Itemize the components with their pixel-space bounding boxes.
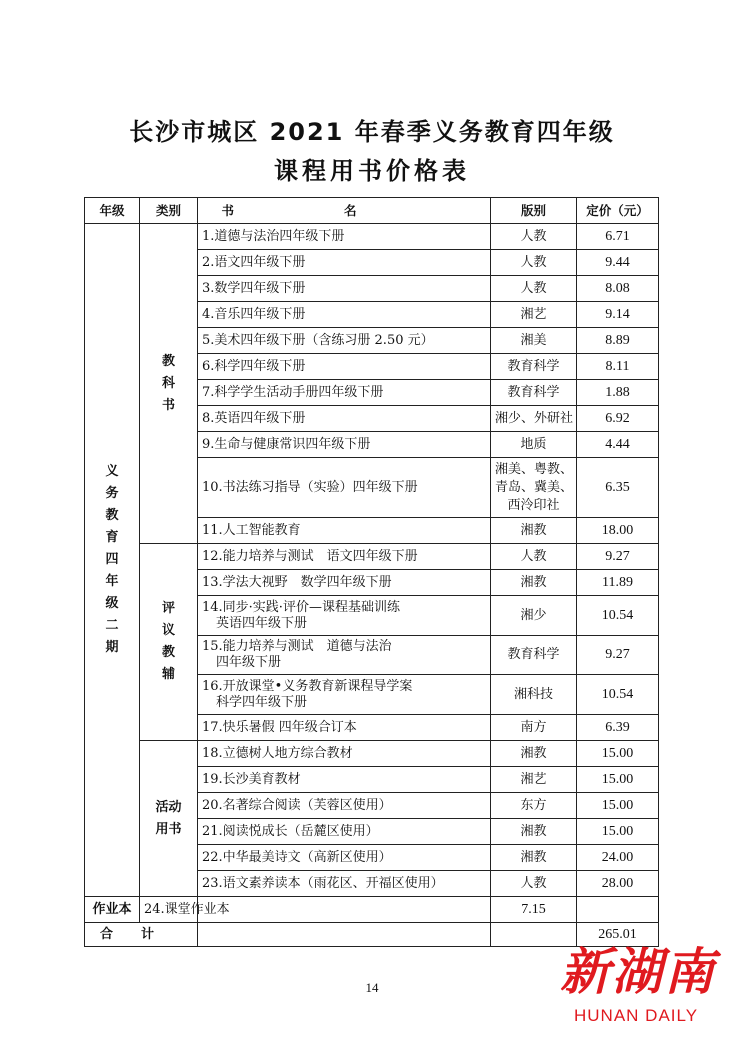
book-name-line: 14.同步·实践·评价—课程基础训练 [202, 599, 400, 615]
category-review: 评议教辅 [140, 544, 198, 741]
total-value: 265.01 [577, 923, 659, 947]
price-table [84, 197, 659, 947]
book-price: 9.14 [577, 302, 659, 328]
book-name: 12.能力培养与测试 语文四年级下册 [198, 544, 491, 570]
book-name: 5.美术四年级下册（含练习册 2.50 元） [198, 328, 491, 354]
book-price: 1.88 [577, 380, 659, 406]
book-price: 9.44 [577, 250, 659, 276]
book-price: 10.54 [577, 596, 659, 636]
total-label: 合计 [85, 923, 198, 947]
category-activity: 活动用书 [140, 741, 198, 897]
book-name: 19.长沙美育教材 [198, 767, 491, 793]
book-name: 22.中华最美诗文（高新区使用） [198, 845, 491, 871]
book-name [198, 596, 491, 636]
book-name-line: 科学四年级下册 [216, 694, 308, 710]
book-edition [491, 458, 577, 518]
book-price: 11.89 [577, 570, 659, 596]
book-name: 4.音乐四年级下册 [198, 302, 491, 328]
book-price: 8.89 [577, 328, 659, 354]
book-name: 18.立德树人地方综合教材 [198, 741, 491, 767]
header-grade: 年级 [85, 198, 140, 224]
book-price: 4.44 [577, 432, 659, 458]
book-name [198, 636, 491, 675]
book-edition: 湘教 [491, 741, 577, 767]
book-price: 6.92 [577, 406, 659, 432]
document-title-line1: 长沙市城区 2021 年春季义务教育四年级 [129, 118, 615, 146]
book-price: 10.54 [577, 675, 659, 715]
book-price: 28.00 [577, 871, 659, 897]
book-name-line: 15.能力培养与测试 道德与法治 [202, 639, 392, 654]
book-name: 7.科学学生活动手册四年级下册 [198, 380, 491, 406]
book-edition: 东方 [491, 793, 577, 819]
category-textbook: 教科书 [140, 224, 198, 544]
header-category: 类别 [140, 198, 198, 224]
book-edition: 教育科学 [491, 354, 577, 380]
watermark-logo [560, 944, 732, 1044]
header-edition: 版别 [491, 198, 577, 224]
book-name: 6.科学四年级下册 [198, 354, 491, 380]
category-homework: 作业本 [85, 897, 140, 923]
table-header-row [85, 198, 659, 224]
book-edition-line: 青岛、冀美、 [495, 479, 574, 495]
book-name: 1.道德与法治四年级下册 [198, 224, 491, 250]
book-name: 17.快乐暑假 四年级合订本 [198, 715, 491, 741]
book-name: 20.名著综合阅读（芙蓉区使用） [198, 793, 491, 819]
book-edition: 湘教 [491, 570, 577, 596]
page-number: 14 [365, 980, 379, 995]
book-edition: 湘教 [491, 845, 577, 871]
book-edition: 湘艺 [491, 767, 577, 793]
book-edition: 人教 [491, 224, 577, 250]
book-edition: 教育科学 [491, 380, 577, 406]
book-name-line: 英语四年级下册 [216, 615, 308, 631]
book-price: 15.00 [577, 819, 659, 845]
table-row [85, 897, 659, 923]
book-edition: 湘教 [491, 518, 577, 544]
book-edition: 地质 [491, 432, 577, 458]
book-name: 3.数学四年级下册 [198, 276, 491, 302]
book-name: 9.生命与健康常识四年级下册 [198, 432, 491, 458]
book-name: 10.书法练习指导（实验）四年级下册 [198, 458, 491, 518]
book-name: 13.学法大视野 数学四年级下册 [198, 570, 491, 596]
book-name: 21.阅读悦成长（岳麓区使用） [198, 819, 491, 845]
book-name-line: 16.开放课堂•义务教育新课程导学案 [202, 678, 413, 694]
table-row [85, 224, 659, 250]
book-edition: 湘艺 [491, 302, 577, 328]
book-price: 24.00 [577, 845, 659, 871]
book-price: 9.27 [577, 544, 659, 570]
book-edition: 湘少、外研社 [491, 406, 577, 432]
book-edition [198, 897, 491, 923]
book-edition: 湘少 [491, 596, 577, 636]
book-name [198, 675, 491, 715]
book-edition: 南方 [491, 715, 577, 741]
book-price: 7.15 [491, 897, 577, 923]
book-edition: 湘教 [491, 819, 577, 845]
book-price: 15.00 [577, 793, 659, 819]
book-price: 6.35 [577, 458, 659, 518]
book-price: 8.11 [577, 354, 659, 380]
book-name: 8.英语四年级下册 [198, 406, 491, 432]
book-price: 8.08 [577, 276, 659, 302]
book-price: 6.39 [577, 715, 659, 741]
grade-cell: 义务教育四年级二期 [85, 224, 140, 897]
book-name: 2.语文四年级下册 [198, 250, 491, 276]
book-edition: 教育科学 [491, 636, 577, 675]
table-row [85, 544, 659, 570]
book-edition: 湘科技 [491, 675, 577, 715]
book-edition: 人教 [491, 544, 577, 570]
book-name: 11.人工智能教育 [198, 518, 491, 544]
book-name: 24.课堂作业本 [140, 897, 198, 923]
book-name-line: 四年级下册 [216, 655, 282, 670]
book-edition-line: 湘美、粤教、 [495, 461, 574, 477]
book-edition: 人教 [491, 871, 577, 897]
book-edition: 人教 [491, 276, 577, 302]
book-edition: 人教 [491, 250, 577, 276]
book-price: 6.71 [577, 224, 659, 250]
watermark-main: 新湖南 [560, 943, 716, 1001]
book-price: 15.00 [577, 741, 659, 767]
header-price: 定价（元） [577, 198, 659, 224]
book-price: 18.00 [577, 518, 659, 544]
table-row [85, 741, 659, 767]
watermark-sub: HUNAN DAILY [574, 1006, 699, 1025]
document-title-line2: 课程用书价格表 [274, 157, 470, 185]
book-edition-line: 西泠印社 [507, 497, 560, 513]
total-empty-cell [198, 923, 491, 947]
book-name: 23.语文素养读本（雨花区、开福区使用） [198, 871, 491, 897]
book-price: 9.27 [577, 636, 659, 675]
book-edition: 湘美 [491, 328, 577, 354]
book-price: 15.00 [577, 767, 659, 793]
header-book: 书名 [198, 198, 491, 224]
